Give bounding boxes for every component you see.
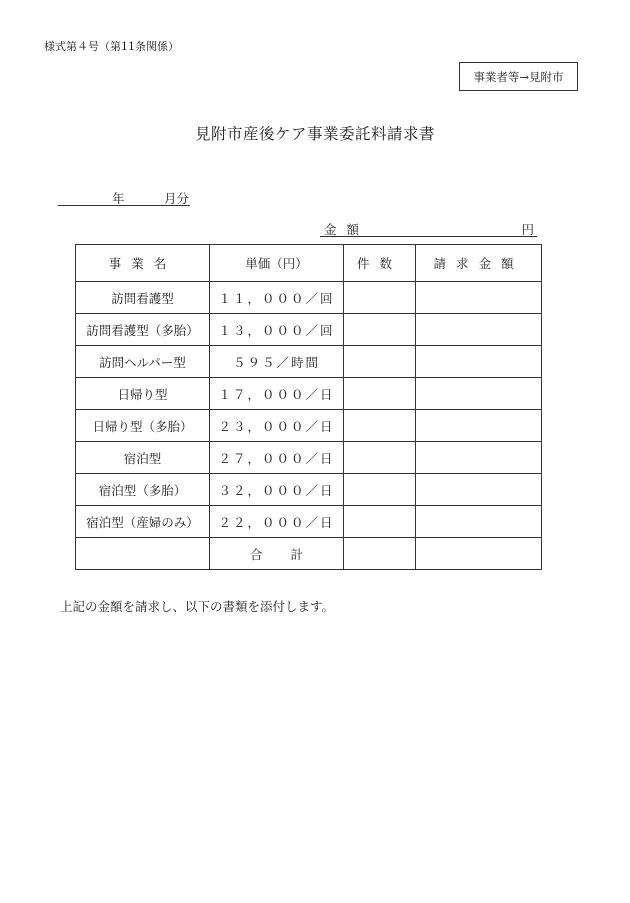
count-cell[interactable] [344,282,416,314]
total-row [76,538,542,570]
table-row [76,282,542,314]
unit-price-cell: １１，０００／回 [210,282,344,314]
table-row [76,442,542,474]
header-count: 件数 [344,245,416,282]
header-unit-price: 単価（円） [210,245,344,282]
total-blank-cell [76,538,210,570]
unit-price-cell: ２３，０００／日 [210,410,344,442]
service-name-cell: 日帰り型（多胎） [76,410,210,442]
billing-period-field[interactable] [58,188,190,206]
billed-amount-cell[interactable] [416,506,542,538]
count-cell[interactable] [344,474,416,506]
service-name-cell: 訪問看護型（多胎） [76,314,210,346]
table-row [76,346,542,378]
year-label: 年 [112,191,125,206]
billed-amount-cell[interactable] [416,410,542,442]
header-billed-amount: 請求金額 [416,245,542,282]
billed-amount-cell[interactable] [416,378,542,410]
month-label: 月分 [164,191,190,206]
count-cell[interactable] [344,410,416,442]
table-row [76,314,542,346]
attachment-note: 上記の金額を請求し、以下の書類を添付します。 [60,599,335,614]
unit-price-cell: ３２，０００／日 [210,474,344,506]
total-amount-cell[interactable] [416,538,542,570]
count-cell[interactable] [344,506,416,538]
table-row [76,506,542,538]
amount-label: 金額 [324,222,370,237]
billed-amount-cell[interactable] [416,442,542,474]
fee-table [75,244,542,570]
count-cell[interactable] [344,314,416,346]
unit-price-cell: ２７，０００／日 [210,442,344,474]
document-title: 見附市産後ケア事業委託料請求書 [194,125,435,143]
table-row [76,378,542,410]
header-service-name: 事業名 [76,245,210,282]
unit-price-cell: ２２，０００／日 [210,506,344,538]
service-name-cell: 宿泊型 [76,442,210,474]
total-amount-field[interactable] [320,219,537,237]
route-label: 事業者等→見附市 [473,69,564,84]
table-row [76,410,542,442]
service-name-cell: 訪問看護型 [76,282,210,314]
route-box [459,62,578,91]
billed-amount-cell[interactable] [416,346,542,378]
table-header-row [76,245,542,282]
total-count-cell[interactable] [344,538,416,570]
unit-price-cell: １７，０００／日 [210,378,344,410]
billed-amount-cell[interactable] [416,314,542,346]
service-name-cell: 宿泊型（産婦のみ） [76,506,210,538]
billed-amount-cell[interactable] [416,282,542,314]
count-cell[interactable] [344,346,416,378]
count-cell[interactable] [344,378,416,410]
service-name-cell: 宿泊型（多胎） [76,474,210,506]
unit-price-cell: １３，０００／回 [210,314,344,346]
count-cell[interactable] [344,442,416,474]
form-number: 様式第４号（第11条関係） [44,40,179,53]
unit-price-cell: ５９５／時間 [210,346,344,378]
amount-unit: 円 [521,222,534,237]
table-row [76,474,542,506]
total-label: 合計 [210,538,344,570]
service-name-cell: 日帰り型 [76,378,210,410]
service-name-cell: 訪問ヘルパー型 [76,346,210,378]
billed-amount-cell[interactable] [416,474,542,506]
